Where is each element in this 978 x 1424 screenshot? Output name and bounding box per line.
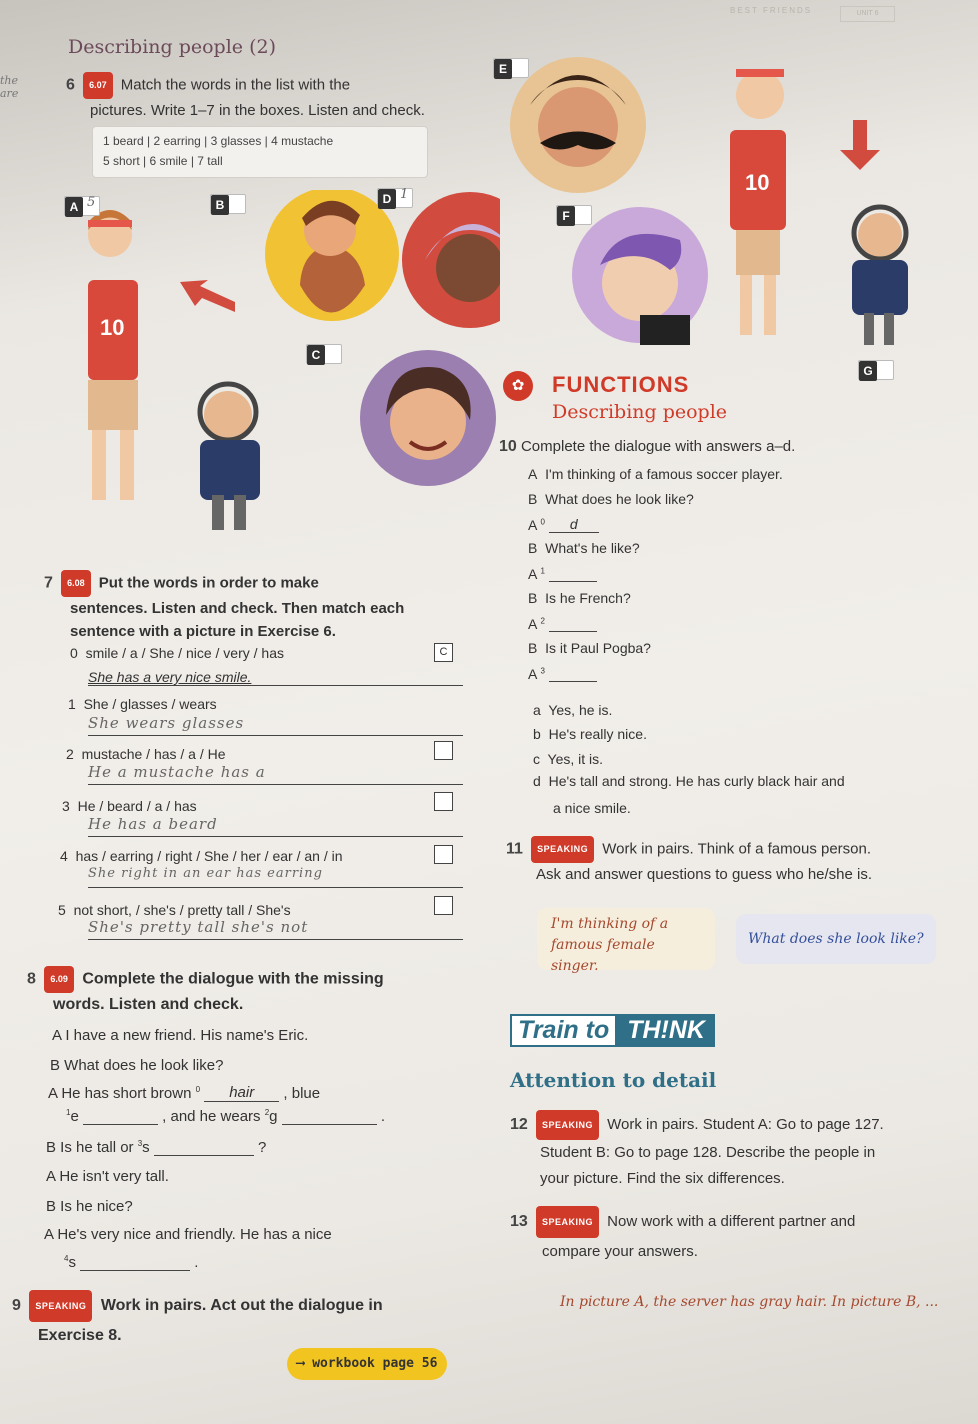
page-title: Describing people (2) [68,36,276,58]
label-letter: B [211,195,229,215]
leg-small [864,313,874,345]
handwritten-answer: 5 [87,195,97,210]
speaker: A [528,517,537,533]
answer-blank[interactable] [549,681,597,682]
blank-number: 3 [540,666,545,676]
exercise-7-item [66,746,226,762]
audio-track-badge[interactable]: 6.08 [61,570,91,597]
shorts-tall [736,230,780,275]
exercise-number: 8 [27,970,36,988]
answer-blank[interactable]: d [549,516,599,533]
label-letter: E [494,59,512,79]
speaker: A [528,466,538,482]
instruction-text: Complete the dialogue with answers a–d. [520,438,796,455]
exercise-number: 11 [506,840,523,858]
exercise-number: 13 [510,1212,528,1230]
dialogue-line [528,516,599,533]
instruction-text: Student B: Go to page 128. Describe the people in [540,1144,876,1161]
headband-tall [736,69,784,77]
jacket-g [200,440,260,500]
instruction-text: Put the words in order to make [98,574,319,592]
label-letter: F [557,206,575,226]
exercise-7-item [60,848,343,864]
instruction-text: pictures. Write 1–7 in the boxes. Listen and check. [90,102,425,119]
dialogue-line [528,640,651,656]
item-prompt: has / earring / right / She / her / ear / an / in [75,848,343,864]
speaker: B [528,590,538,606]
margin-note: the are [0,74,19,100]
train-to-label: Train to [510,1014,617,1047]
line-text: Is he French? [545,590,631,606]
instruction-text: Match the words in the list with the [120,76,351,94]
picture-answer-box[interactable] [434,792,453,811]
instruction-text: Now work with a different partner and [607,1212,856,1230]
workbook-link-button[interactable] [287,1348,447,1380]
item-prompt: She / glasses / wears [83,696,217,712]
line-text: , blue [283,1085,321,1102]
item-prompt: mustache / has / a / He [81,746,226,762]
answer-blank[interactable] [282,1124,377,1125]
leg-tall [740,275,752,335]
dialogue-line [528,566,597,582]
dialogue-line [528,666,597,682]
speech-bubble-b: What does she look like? [736,914,936,964]
line-text: , and he wears [162,1108,261,1125]
shirt-f [640,315,690,345]
leg-a [92,430,106,500]
speaker: B [528,640,538,656]
option-letter: c [533,751,540,767]
svg-text:10: 10 [100,315,125,340]
picture-label-d [377,188,413,208]
answer-blank[interactable] [83,1124,158,1125]
speech-bubble-a: I'm thinking of a famous female singer. [537,908,715,970]
speaker: B [528,540,538,556]
exercise-10-instruction [499,438,795,456]
answer-blank[interactable] [549,631,597,632]
example-sentence: In picture A, the server has gray hair. In picture B, ... [560,1294,939,1310]
answer-option [533,726,647,742]
word-list-line: 1 beard | 2 earring | 3 glasses | 4 mustache [103,134,334,148]
blank-prefix: s [68,1254,76,1271]
option-text: Yes, he is. [548,702,613,718]
picture-label-g[interactable] [858,360,894,380]
exercise-12-instruction [510,1110,960,1192]
line-text: Is it Paul Pogba? [545,640,651,656]
word-list-box [92,126,428,178]
speaking-badge: SPEAKING [536,1206,599,1238]
exercise-9-instruction [12,1290,472,1350]
sentence-answer[interactable]: She's pretty tall she's not [88,918,463,940]
answer-option [533,773,845,789]
answer-blank[interactable] [80,1270,190,1271]
audio-track-badge[interactable]: 6.09 [44,966,74,993]
dialogue-line: B Is he nice? [46,1198,133,1215]
svg-text:10: 10 [745,170,770,195]
item-number: 0 [70,645,78,661]
dialogue-line: A He has short brown $^0$ hair , blue [48,1084,321,1102]
answer-blank[interactable] [549,581,597,582]
train-to-think-banner [510,1014,715,1047]
item-number: 2 [66,746,74,762]
exercise-number: 12 [510,1115,528,1133]
functions-icon: ✿ [503,371,533,401]
blank-number: 0 [540,517,545,527]
line-text: I'm thinking of a famous soccer player. [545,466,783,482]
dialogue-line: $^4$s . [64,1254,199,1271]
instruction-text: Exercise 8. [38,1327,122,1344]
unit-label: UNIT 6 [840,6,895,22]
instruction-text: Work in pairs. Student A: Go to page 127. [607,1115,884,1133]
leg-g [234,495,246,530]
answer-option [533,751,603,767]
line-text: What's he like? [545,540,640,556]
line-text: What does he look like? [545,491,694,507]
dialogue-line: A I have a new friend. His name's Eric. [52,1027,309,1044]
label-letter: C [307,345,325,365]
dialogue-line: $^1$e , and he wears $^2$g . [66,1108,386,1125]
speaker: A [528,666,537,682]
speaker: A [528,616,537,632]
sentence-answer[interactable]: He has a beard [88,815,463,837]
picture-answer-box[interactable]: C [434,643,453,662]
audio-track-badge[interactable]: 6.07 [83,72,113,99]
header-strip: BEST FRIENDS [730,6,813,15]
option-text: a nice smile. [553,800,631,816]
speaking-badge: SPEAKING [536,1110,599,1140]
dialogue-line [528,491,694,507]
answer-option-continued [553,800,631,816]
picture-answer-box[interactable] [434,896,453,915]
item-prompt: not short, / she's / pretty tall / She's [73,902,291,918]
instruction-text: Work in pairs. Think of a famous person. [602,840,872,858]
exercise-number: 10 [499,438,517,455]
exercise-7-item [58,902,291,918]
exercise-number: 7 [44,574,53,592]
instruction-text: compare your answers. [542,1243,698,1260]
handwritten-answer: 1 [400,187,410,202]
exercise-11-instruction [506,836,946,886]
label-letter: A [65,197,83,217]
leg-a [120,430,134,500]
face-e [538,87,618,167]
exercise-7-item [70,645,284,661]
leg-small [884,313,894,345]
item-number: 5 [58,902,66,918]
dialogue-line [528,466,783,482]
speaker: A [528,566,537,582]
instruction-text: sentences. Listen and check. Then match each [70,600,405,617]
dialogue-line [528,616,597,632]
face-small [858,213,902,257]
dialogue-line [528,540,640,556]
word-list-line: 5 short | 6 smile | 7 tall [103,154,223,168]
leg-g [212,495,224,530]
functions-title: FUNCTIONS [552,372,690,397]
line-text: A He has short brown [48,1085,192,1102]
headband-a [88,220,132,227]
arrow-right-icon: ⟶ [296,1356,313,1371]
item-prompt: smile / a / She / nice / very / has [85,645,284,661]
picture-label-f[interactable] [556,205,592,225]
option-letter: d [533,773,541,789]
answer-blank[interactable] [154,1155,254,1156]
sentence-answer[interactable]: She wears glasses [88,714,463,736]
label-letter: D [378,189,396,209]
instruction-text: sentence with a picture in Exercise 6. [70,623,336,640]
exercise-number: 9 [12,1297,21,1315]
picture-label-e[interactable] [493,58,529,78]
shorts-a [88,380,138,430]
answer-blank[interactable]: hair [204,1084,279,1102]
speaking-badge: SPEAKING [531,836,594,863]
section-title: Attention to detail [510,1068,717,1092]
blank-number: 1 [540,566,545,576]
instruction-text: your picture. Find the six differences. [540,1170,785,1187]
functions-subtitle: Describing people [552,401,728,423]
blank-prefix: s [142,1139,150,1156]
exercise-7-item [68,696,217,712]
blank-prefix: g [269,1108,278,1125]
face-tall [736,71,784,119]
exercise-6-instruction [66,72,486,122]
blank-prefix: e [70,1108,79,1125]
option-text: He's tall and strong. He has curly black hair and [548,773,845,789]
option-text: He's really nice. [548,726,647,742]
option-letter: b [533,726,541,742]
illustration-left [30,190,500,540]
arrow-shape [180,280,235,312]
exercise-13-instruction [510,1206,960,1266]
think-label: TH!NK [617,1014,715,1047]
instruction-text: Ask and answer questions to guess who he/she is. [536,866,873,883]
dialogue-line [528,590,631,606]
item-number: 1 [68,696,76,712]
instruction-text: Work in pairs. Act out the dialogue in [100,1297,383,1315]
picture-answer-box[interactable] [434,845,453,864]
line-text: B Is he tall or [46,1139,134,1156]
exercise-7-instruction [44,570,484,643]
dialogue-line: B What does he look like? [50,1057,224,1074]
picture-answer-box[interactable] [434,741,453,760]
instruction-text: words. Listen and check. [53,996,244,1013]
answer-option [533,702,612,718]
sentence-answer[interactable]: He a mustache has a [88,763,463,785]
leg-tall [764,275,776,335]
picture-label-c[interactable] [306,344,342,364]
exercise-number: 6 [66,76,75,94]
option-text: Yes, it is. [547,751,604,767]
picture-label-b[interactable] [210,194,246,214]
picture-label-a [64,196,100,216]
jacket-small [852,260,908,315]
sentence-answer[interactable]: She right in an ear has earring [88,866,463,888]
speaking-badge: SPEAKING [29,1290,92,1322]
blank-number: 2 [540,616,545,626]
item-number: 3 [62,798,70,814]
down-arrow-shape [840,120,880,170]
item-number: 4 [60,848,68,864]
instruction-text: Complete the dialogue with the missing [82,970,384,988]
dialogue-line: B Is he tall or $^3$s ? [46,1139,267,1156]
label-letter: G [859,361,877,381]
sentence-answer[interactable]: She has a very nice smile. [88,669,463,686]
workbook-link-label: workbook page 56 [312,1356,438,1371]
item-prompt: He / beard / a / has [77,798,197,814]
exercise-8-instruction [27,966,477,1016]
speaker: B [528,491,538,507]
dialogue-line: A He's very nice and friendly. He has a nice [44,1226,332,1243]
exercise-7-item [62,798,197,814]
option-letter: a [533,702,541,718]
dialogue-line: A He isn't very tall. [46,1168,169,1185]
